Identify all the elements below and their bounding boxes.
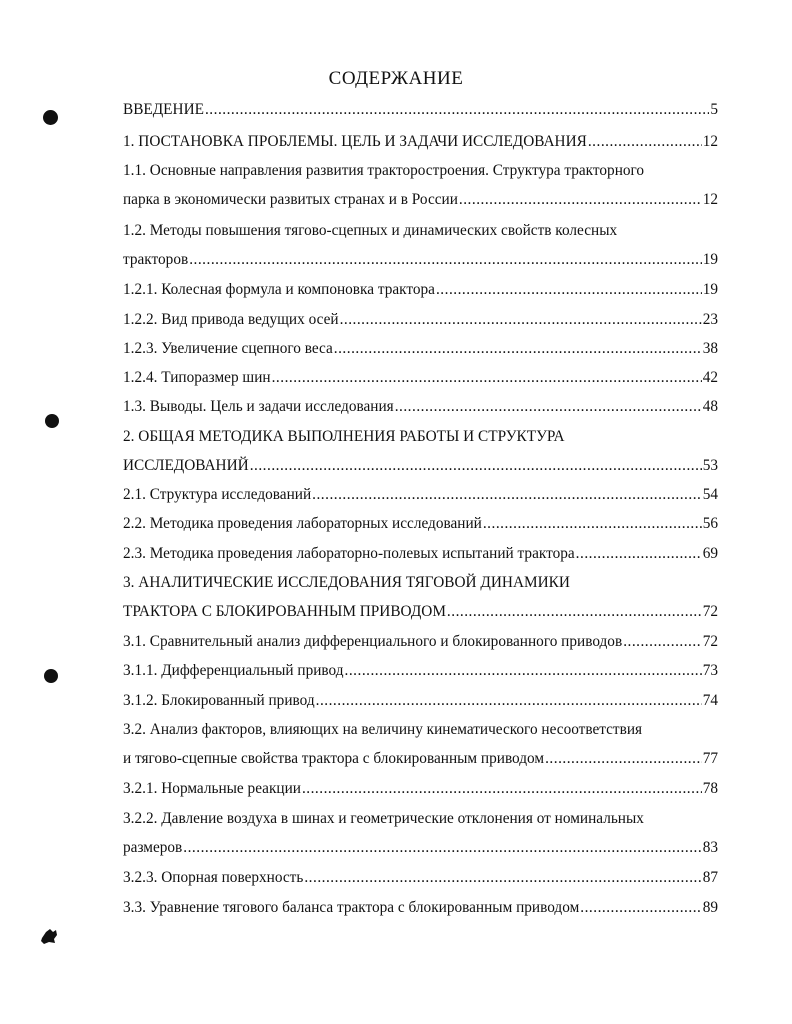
toc-entry-page: 19 [702, 251, 718, 268]
toc-entry-page: 78 [702, 780, 718, 797]
toc-entry [123, 867, 718, 889]
toc-entry [123, 367, 718, 389]
dot-leader [623, 631, 702, 653]
ink-blot [38, 926, 60, 946]
toc-entry-text-line1: 3.2. Анализ факторов, влияющих на величину кинематического несоответствия [123, 721, 643, 738]
dot-leader [334, 338, 702, 360]
dot-leader [447, 601, 702, 623]
toc-entry-page: 53 [702, 457, 718, 474]
dot-leader [580, 897, 701, 919]
toc-entry-page: 23 [702, 311, 718, 328]
dot-leader [316, 690, 702, 712]
dot-leader [340, 309, 702, 331]
toc-entry-text: 3.1.2. Блокированный привод [123, 692, 315, 709]
toc-entry [123, 484, 718, 506]
toc-entry-text: 3.1.1. Дифференциальный привод [123, 662, 344, 679]
toc-entry-text-line1: 3.2.2. Давление воздуха в шинах и геометрические отклонения от номинальных [123, 810, 644, 827]
toc-entry-page: 89 [702, 899, 718, 916]
toc-entry [123, 338, 718, 360]
dot-leader [272, 367, 702, 389]
toc-entry-page: 19 [702, 281, 718, 298]
toc-entry-text-line1: 2. ОБЩАЯ МЕТОДИКА ВЫПОЛНЕНИЯ РАБОТЫ И СТРУКТУРА [123, 428, 565, 445]
toc-entry-text: размеров [123, 839, 183, 856]
toc-entry-page: 12 [702, 133, 718, 150]
toc-entry-page: 73 [702, 662, 718, 679]
toc-entry-page: 72 [702, 633, 718, 650]
toc-entry [123, 189, 718, 211]
toc-entry-page: 87 [702, 869, 718, 886]
toc-entry-page: 56 [702, 515, 718, 532]
dot-leader [483, 513, 702, 535]
toc-entry [123, 601, 718, 623]
toc-entry-text: и тягово-сцепные свойства трактора с блокированным приводом [123, 750, 545, 767]
toc-entry [123, 131, 718, 153]
punch-hole [45, 414, 59, 428]
toc-entry [123, 837, 718, 859]
dot-leader [302, 778, 702, 800]
dot-leader [576, 543, 702, 565]
dot-leader [205, 99, 709, 121]
toc-entry [123, 778, 718, 800]
toc-entry-page: 54 [702, 486, 718, 503]
toc-entry [123, 455, 718, 477]
toc-entry [123, 279, 718, 301]
toc-entry-text: 3.2.1. Нормальные реакции [123, 780, 301, 797]
dot-leader [345, 660, 702, 682]
toc-entry [123, 249, 718, 271]
toc-entry-page: 77 [702, 750, 718, 767]
dot-leader [459, 189, 702, 211]
dot-leader [312, 484, 702, 506]
toc-entry-page: 74 [702, 692, 718, 709]
dot-leader [183, 837, 701, 859]
toc-entry-text: парка в экономически развитых странах и в России [123, 191, 458, 208]
toc-entry-text: 1.2.4. Типоразмер шин [123, 369, 271, 386]
toc-entry [123, 631, 718, 653]
toc-entry-page: 5 [710, 101, 718, 118]
toc-entry [123, 99, 718, 121]
toc-entry-text: 2.2. Методика проведения лабораторных исследований [123, 515, 482, 532]
punch-hole [43, 110, 58, 125]
dot-leader [189, 249, 702, 271]
toc-entry-text: тракторов [123, 251, 189, 268]
toc-entry-page: 48 [702, 398, 718, 415]
toc-entry-text-line1: 1.1. Основные направления развития тракторостроения. Структура тракторного [123, 162, 645, 179]
toc-entry-page: 83 [702, 839, 718, 856]
toc-entry-text-line1: 3. АНАЛИТИЧЕСКИЕ ИССЛЕДОВАНИЯ ТЯГОВОЙ ДИНАМИКИ [123, 574, 570, 591]
toc-entry-text: 1.2.3. Увеличение сцепного веса [123, 340, 333, 357]
toc-entry-text: 1.3. Выводы. Цель и задачи исследования [123, 398, 394, 415]
toc-entry-page: 42 [702, 369, 718, 386]
toc-entry [123, 309, 718, 331]
toc-entry [123, 748, 718, 770]
dot-leader [304, 867, 701, 889]
toc-entry-text: 2.1. Структура исследований [123, 486, 312, 503]
toc-entry-page: 12 [702, 191, 718, 208]
dot-leader [395, 396, 702, 418]
toc-entry-text: ТРАКТОРА С БЛОКИРОВАННЫМ ПРИВОДОМ [123, 603, 446, 620]
toc-entry-text: ВВЕДЕНИЕ [123, 101, 204, 118]
toc-entry-text: 1. ПОСТАНОВКА ПРОБЛЕМЫ. ЦЕЛЬ И ЗАДАЧИ ИССЛЕДОВАНИЯ [123, 133, 587, 150]
dot-leader [436, 279, 702, 301]
toc-entry [123, 897, 718, 919]
toc-entry-page: 72 [702, 603, 718, 620]
toc-entry [123, 660, 718, 682]
page-title: СОДЕРЖАНИЕ [328, 68, 464, 89]
toc-entry-page: 69 [702, 545, 718, 562]
toc-entry [123, 543, 718, 565]
toc-entry [123, 690, 718, 712]
toc-entry [123, 396, 718, 418]
dot-leader [588, 131, 702, 153]
toc-entry-text: 1.2.2. Вид привода ведущих осей [123, 311, 339, 328]
toc-entry-text: 3.3. Уравнение тягового баланса трактора с блокированным приводом [123, 899, 580, 916]
toc-entry-text: 3.2.3. Опорная поверхность [123, 869, 304, 886]
punch-hole [44, 669, 58, 683]
toc-entry [123, 513, 718, 535]
toc-entry-text: 1.2.1. Колесная формула и компоновка трактора [123, 281, 435, 298]
toc-entry-text: 2.3. Методика проведения лабораторно-полевых испытаний трактора [123, 545, 575, 562]
toc-entry-text: 3.1. Сравнительный анализ дифференциального и блокированного приводов [123, 633, 623, 650]
toc-entry-text: ИССЛЕДОВАНИЙ [123, 457, 249, 474]
toc-entry-page: 38 [702, 340, 718, 357]
dot-leader [545, 748, 702, 770]
toc-entry-text-line1: 1.2. Методы повышения тягово-сцепных и динамических свойств колесных [123, 222, 618, 239]
dot-leader [250, 455, 702, 477]
